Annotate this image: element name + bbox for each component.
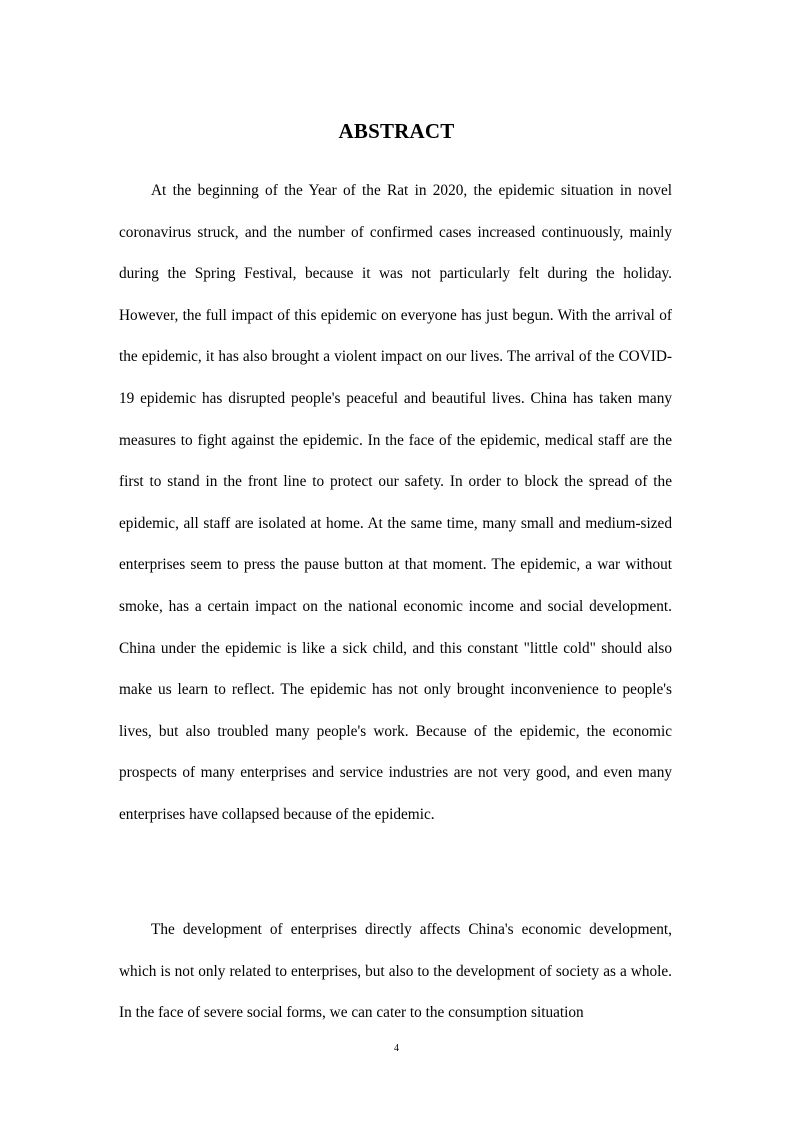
abstract-paragraph-2: The development of enterprises directly affects China's economic development, which is not only related to enterprises, but also to the development of society as a whole. In the face of severe social forms, we can cater to the consumption situation [119, 921, 672, 1022]
page-number: 4 [394, 1043, 399, 1054]
abstract-paragraph-1: At the beginning of the Year of the Rat in 2020, the epidemic situation in novel coronavirus struck, and the number of confirmed cases increased continuously, mainly during the Spring Festival, because it was not particularly felt during the holiday. However, the full impact of this epidemic on everyone has just begun. With the arrival of the epidemic, it has also brought a violent impact on our lives. The arrival of the COVID-19 epidemic has disrupted people's peaceful and beautiful lives. China has taken many measures to fight against the epidemic. In the face of the epidemic, medical staff are the first to stand in the front line to protect our safety. In order to block the spread of the epidemic, all staff are isolated at home. At the same time, many small and medium-sized enterprises seem to press the pause button at that moment. The epidemic, a war without smoke, has a certain impact on the national economic income and social development. China under the epidemic is like a sick child, and this constant "little cold" should also make us learn to reflect. The epidemic has not only brought inconvenience to people's lives, but also troubled many people's work. Because of the epidemic, the economic prospects of many enterprises and service industries are not very good, and even many enterprises have collapsed because of the epidemic. [119, 182, 672, 823]
page-title: ABSTRACT [338, 119, 455, 144]
